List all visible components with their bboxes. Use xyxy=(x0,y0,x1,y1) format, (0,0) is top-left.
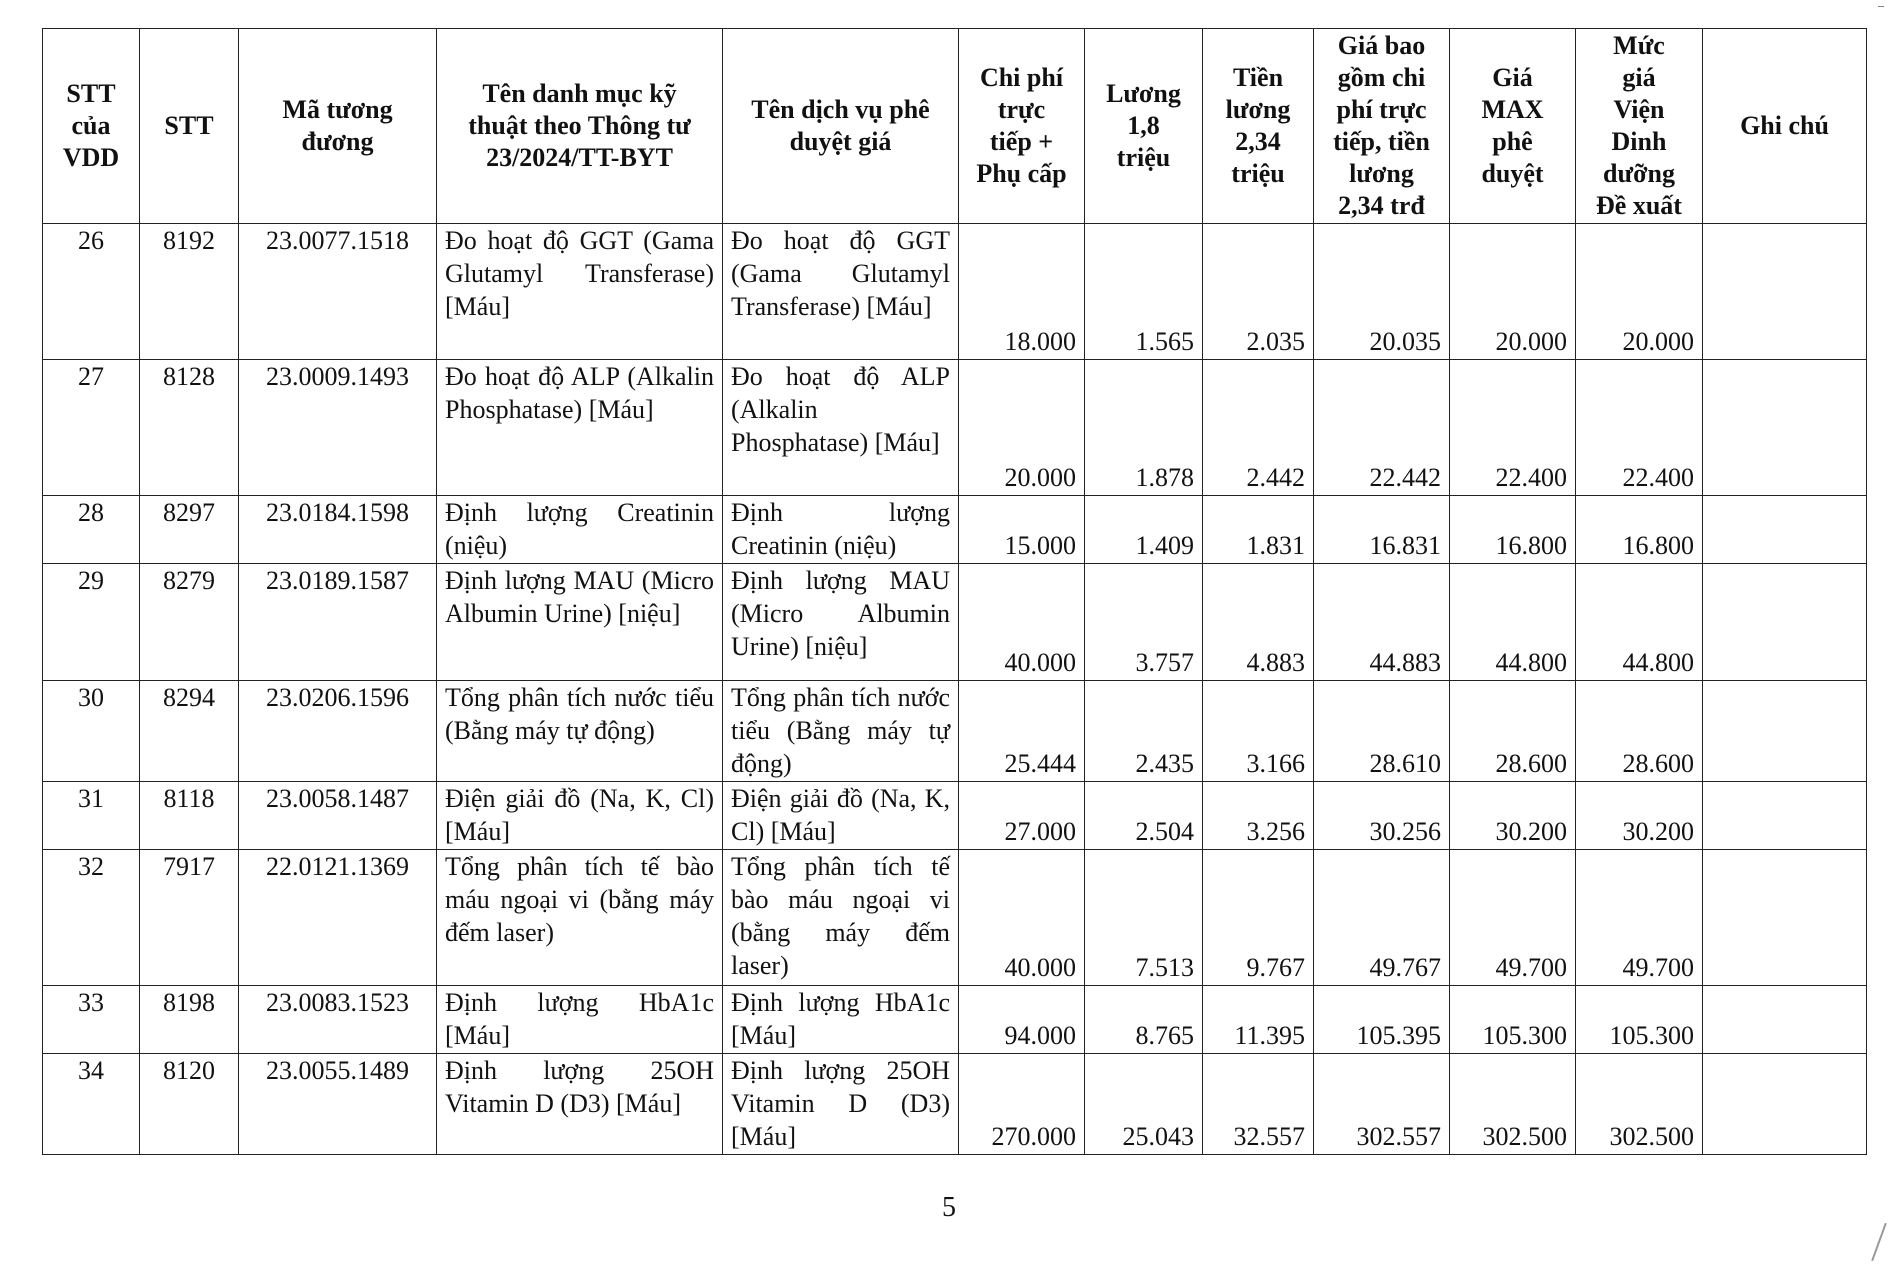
table-row xyxy=(43,1054,1867,1155)
header-ten-dich-vu: Tên dịch vụ phê duyệt giá xyxy=(723,29,959,224)
luong-234-cell: 9.767 xyxy=(1203,850,1314,986)
ten-dich-vu-cell: Đo hoạt độ ALP (Alkalin Phosphatase) [Máu] xyxy=(723,360,959,496)
luong-234-cell: 32.557 xyxy=(1203,1054,1314,1155)
luong-18-cell: 1.565 xyxy=(1085,224,1203,360)
gia-max-cell: 44.800 xyxy=(1450,564,1576,681)
ghi-chu-cell xyxy=(1703,782,1867,850)
ten-dich-vu-cell: Tổng phân tích tế bào máu ngoại vi (bằng máy đếm laser) xyxy=(723,850,959,986)
stt-vdd-cell: 31 xyxy=(43,782,140,850)
stt-vdd-cell: 28 xyxy=(43,496,140,564)
ghi-chu-cell xyxy=(1703,360,1867,496)
table-row xyxy=(43,360,1867,496)
stt-cell: 8198 xyxy=(140,986,239,1054)
table-row xyxy=(43,681,1867,782)
ten-danh-muc-cell: Định lượng 25OH Vitamin D (D3) [Máu] xyxy=(437,1054,723,1155)
stt-vdd-cell: 34 xyxy=(43,1054,140,1155)
luong-234-cell: 2.035 xyxy=(1203,224,1314,360)
luong-18-cell: 2.435 xyxy=(1085,681,1203,782)
ten-dich-vu-cell: Đo hoạt độ GGT (Gama Glutamyl Transferase) [Máu] xyxy=(723,224,959,360)
table-header-row xyxy=(43,29,1867,224)
ghi-chu-cell xyxy=(1703,564,1867,681)
chi-phi-cell: 18.000 xyxy=(959,224,1085,360)
header-stt-vdd: STT của VDD xyxy=(43,29,140,224)
gia-max-cell: 49.700 xyxy=(1450,850,1576,986)
table-row xyxy=(43,986,1867,1054)
luong-18-cell: 1.878 xyxy=(1085,360,1203,496)
corner-slash xyxy=(1871,1223,1887,1261)
table-row xyxy=(43,850,1867,986)
stt-cell: 7917 xyxy=(140,850,239,986)
luong-234-cell: 3.166 xyxy=(1203,681,1314,782)
luong-18-cell: 1.409 xyxy=(1085,496,1203,564)
luong-234-cell: 4.883 xyxy=(1203,564,1314,681)
stt-cell: 8192 xyxy=(140,224,239,360)
chi-phi-cell: 15.000 xyxy=(959,496,1085,564)
ghi-chu-cell xyxy=(1703,1054,1867,1155)
ten-danh-muc-cell: Đo hoạt độ GGT (Gama Glutamyl Transferase) [Máu] xyxy=(437,224,723,360)
gia-bao-gom-cell: 105.395 xyxy=(1314,986,1450,1054)
stt-cell: 8294 xyxy=(140,681,239,782)
ghi-chu-cell xyxy=(1703,850,1867,986)
chi-phi-cell: 94.000 xyxy=(959,986,1085,1054)
stt-cell: 8118 xyxy=(140,782,239,850)
ten-dich-vu-cell: Điện giải đồ (Na, K, Cl) [Máu] xyxy=(723,782,959,850)
ten-dich-vu-cell: Định lượng MAU (Micro Albumin Urine) [niệu] xyxy=(723,564,959,681)
ten-dich-vu-cell: Định lượng 25OH Vitamin D (D3) [Máu] xyxy=(723,1054,959,1155)
ghi-chu-cell xyxy=(1703,224,1867,360)
gia-bao-gom-cell: 44.883 xyxy=(1314,564,1450,681)
table-body xyxy=(43,224,1867,1155)
muc-gia-cell: 28.600 xyxy=(1576,681,1703,782)
ma-tuong-duong-cell: 23.0055.1489 xyxy=(239,1054,437,1155)
corner-mark xyxy=(1878,6,1884,13)
header-luong-234: Tiền lương 2,34 triệu xyxy=(1203,29,1314,224)
stt-vdd-cell: 30 xyxy=(43,681,140,782)
ghi-chu-cell xyxy=(1703,986,1867,1054)
chi-phi-cell: 27.000 xyxy=(959,782,1085,850)
gia-bao-gom-cell: 302.557 xyxy=(1314,1054,1450,1155)
stt-vdd-cell: 27 xyxy=(43,360,140,496)
muc-gia-cell: 105.300 xyxy=(1576,986,1703,1054)
stt-vdd-cell: 29 xyxy=(43,564,140,681)
page-number: 5 xyxy=(942,1192,956,1223)
ten-danh-muc-cell: Định lượng Creatinin (niệu) xyxy=(437,496,723,564)
gia-max-cell: 16.800 xyxy=(1450,496,1576,564)
muc-gia-cell: 302.500 xyxy=(1576,1054,1703,1155)
ma-tuong-duong-cell: 23.0077.1518 xyxy=(239,224,437,360)
ma-tuong-duong-cell: 23.0083.1523 xyxy=(239,986,437,1054)
muc-gia-cell: 22.400 xyxy=(1576,360,1703,496)
ten-dich-vu-cell: Định lượng HbA1c [Máu] xyxy=(723,986,959,1054)
luong-234-cell: 2.442 xyxy=(1203,360,1314,496)
gia-bao-gom-cell: 28.610 xyxy=(1314,681,1450,782)
header-stt: STT xyxy=(140,29,239,224)
gia-bao-gom-cell: 22.442 xyxy=(1314,360,1450,496)
ten-dich-vu-cell: Tổng phân tích nước tiểu (Bằng máy tự động) xyxy=(723,681,959,782)
stt-cell: 8128 xyxy=(140,360,239,496)
ma-tuong-duong-cell: 23.0184.1598 xyxy=(239,496,437,564)
ten-danh-muc-cell: Định lượng MAU (Micro Albumin Urine) [niệu] xyxy=(437,564,723,681)
stt-cell: 8297 xyxy=(140,496,239,564)
ma-tuong-duong-cell: 23.0009.1493 xyxy=(239,360,437,496)
gia-max-cell: 22.400 xyxy=(1450,360,1576,496)
ten-danh-muc-cell: Điện giải đồ (Na, K, Cl) [Máu] xyxy=(437,782,723,850)
table-row xyxy=(43,564,1867,681)
luong-234-cell: 11.395 xyxy=(1203,986,1314,1054)
ghi-chu-cell xyxy=(1703,681,1867,782)
stt-cell: 8279 xyxy=(140,564,239,681)
stt-vdd-cell: 33 xyxy=(43,986,140,1054)
price-table xyxy=(42,28,1867,1155)
ma-tuong-duong-cell: 22.0121.1369 xyxy=(239,850,437,986)
luong-234-cell: 1.831 xyxy=(1203,496,1314,564)
stt-vdd-cell: 26 xyxy=(43,224,140,360)
gia-max-cell: 20.000 xyxy=(1450,224,1576,360)
header-muc-gia: Mức giá Viện Dinh dưỡng Đề xuất xyxy=(1576,29,1703,224)
luong-18-cell: 2.504 xyxy=(1085,782,1203,850)
muc-gia-cell: 49.700 xyxy=(1576,850,1703,986)
gia-max-cell: 105.300 xyxy=(1450,986,1576,1054)
stt-vdd-cell: 32 xyxy=(43,850,140,986)
header-gia-max: Giá MAX phê duyệt xyxy=(1450,29,1576,224)
muc-gia-cell: 20.000 xyxy=(1576,224,1703,360)
table-row xyxy=(43,224,1867,360)
muc-gia-cell: 44.800 xyxy=(1576,564,1703,681)
luong-18-cell: 25.043 xyxy=(1085,1054,1203,1155)
stt-cell: 8120 xyxy=(140,1054,239,1155)
ghi-chu-cell xyxy=(1703,496,1867,564)
header-chi-phi: Chi phí trực tiếp + Phụ cấp xyxy=(959,29,1085,224)
chi-phi-cell: 270.000 xyxy=(959,1054,1085,1155)
luong-18-cell: 8.765 xyxy=(1085,986,1203,1054)
gia-bao-gom-cell: 16.831 xyxy=(1314,496,1450,564)
luong-234-cell: 3.256 xyxy=(1203,782,1314,850)
muc-gia-cell: 30.200 xyxy=(1576,782,1703,850)
ten-danh-muc-cell: Định lượng HbA1c [Máu] xyxy=(437,986,723,1054)
ten-danh-muc-cell: Đo hoạt độ ALP (Alkalin Phosphatase) [Máu] xyxy=(437,360,723,496)
gia-max-cell: 28.600 xyxy=(1450,681,1576,782)
header-ma-tuong-duong: Mã tương đương xyxy=(239,29,437,224)
gia-max-cell: 30.200 xyxy=(1450,782,1576,850)
ma-tuong-duong-cell: 23.0189.1587 xyxy=(239,564,437,681)
chi-phi-cell: 25.444 xyxy=(959,681,1085,782)
header-gia-bao-gom: Giá bao gồm chi phí trực tiếp, tiền lương 2,34 trđ xyxy=(1314,29,1450,224)
gia-bao-gom-cell: 49.767 xyxy=(1314,850,1450,986)
header-ten-danh-muc: Tên danh mục kỹ thuật theo Thông tư 23/2024/TT-BYT xyxy=(437,29,723,224)
luong-18-cell: 7.513 xyxy=(1085,850,1203,986)
ma-tuong-duong-cell: 23.0206.1596 xyxy=(239,681,437,782)
luong-18-cell: 3.757 xyxy=(1085,564,1203,681)
gia-max-cell: 302.500 xyxy=(1450,1054,1576,1155)
chi-phi-cell: 40.000 xyxy=(959,850,1085,986)
chi-phi-cell: 20.000 xyxy=(959,360,1085,496)
chi-phi-cell: 40.000 xyxy=(959,564,1085,681)
ten-danh-muc-cell: Tổng phân tích tế bào máu ngoại vi (bằng máy đếm laser) xyxy=(437,850,723,986)
ten-dich-vu-cell: Định lượng Creatinin (niệu) xyxy=(723,496,959,564)
muc-gia-cell: 16.800 xyxy=(1576,496,1703,564)
gia-bao-gom-cell: 20.035 xyxy=(1314,224,1450,360)
table-row xyxy=(43,496,1867,564)
ten-danh-muc-cell: Tổng phân tích nước tiểu (Bằng máy tự động) xyxy=(437,681,723,782)
header-luong-18: Lương 1,8 triệu xyxy=(1085,29,1203,224)
ma-tuong-duong-cell: 23.0058.1487 xyxy=(239,782,437,850)
table-row xyxy=(43,782,1867,850)
gia-bao-gom-cell: 30.256 xyxy=(1314,782,1450,850)
header-ghi-chu: Ghi chú xyxy=(1703,29,1867,224)
